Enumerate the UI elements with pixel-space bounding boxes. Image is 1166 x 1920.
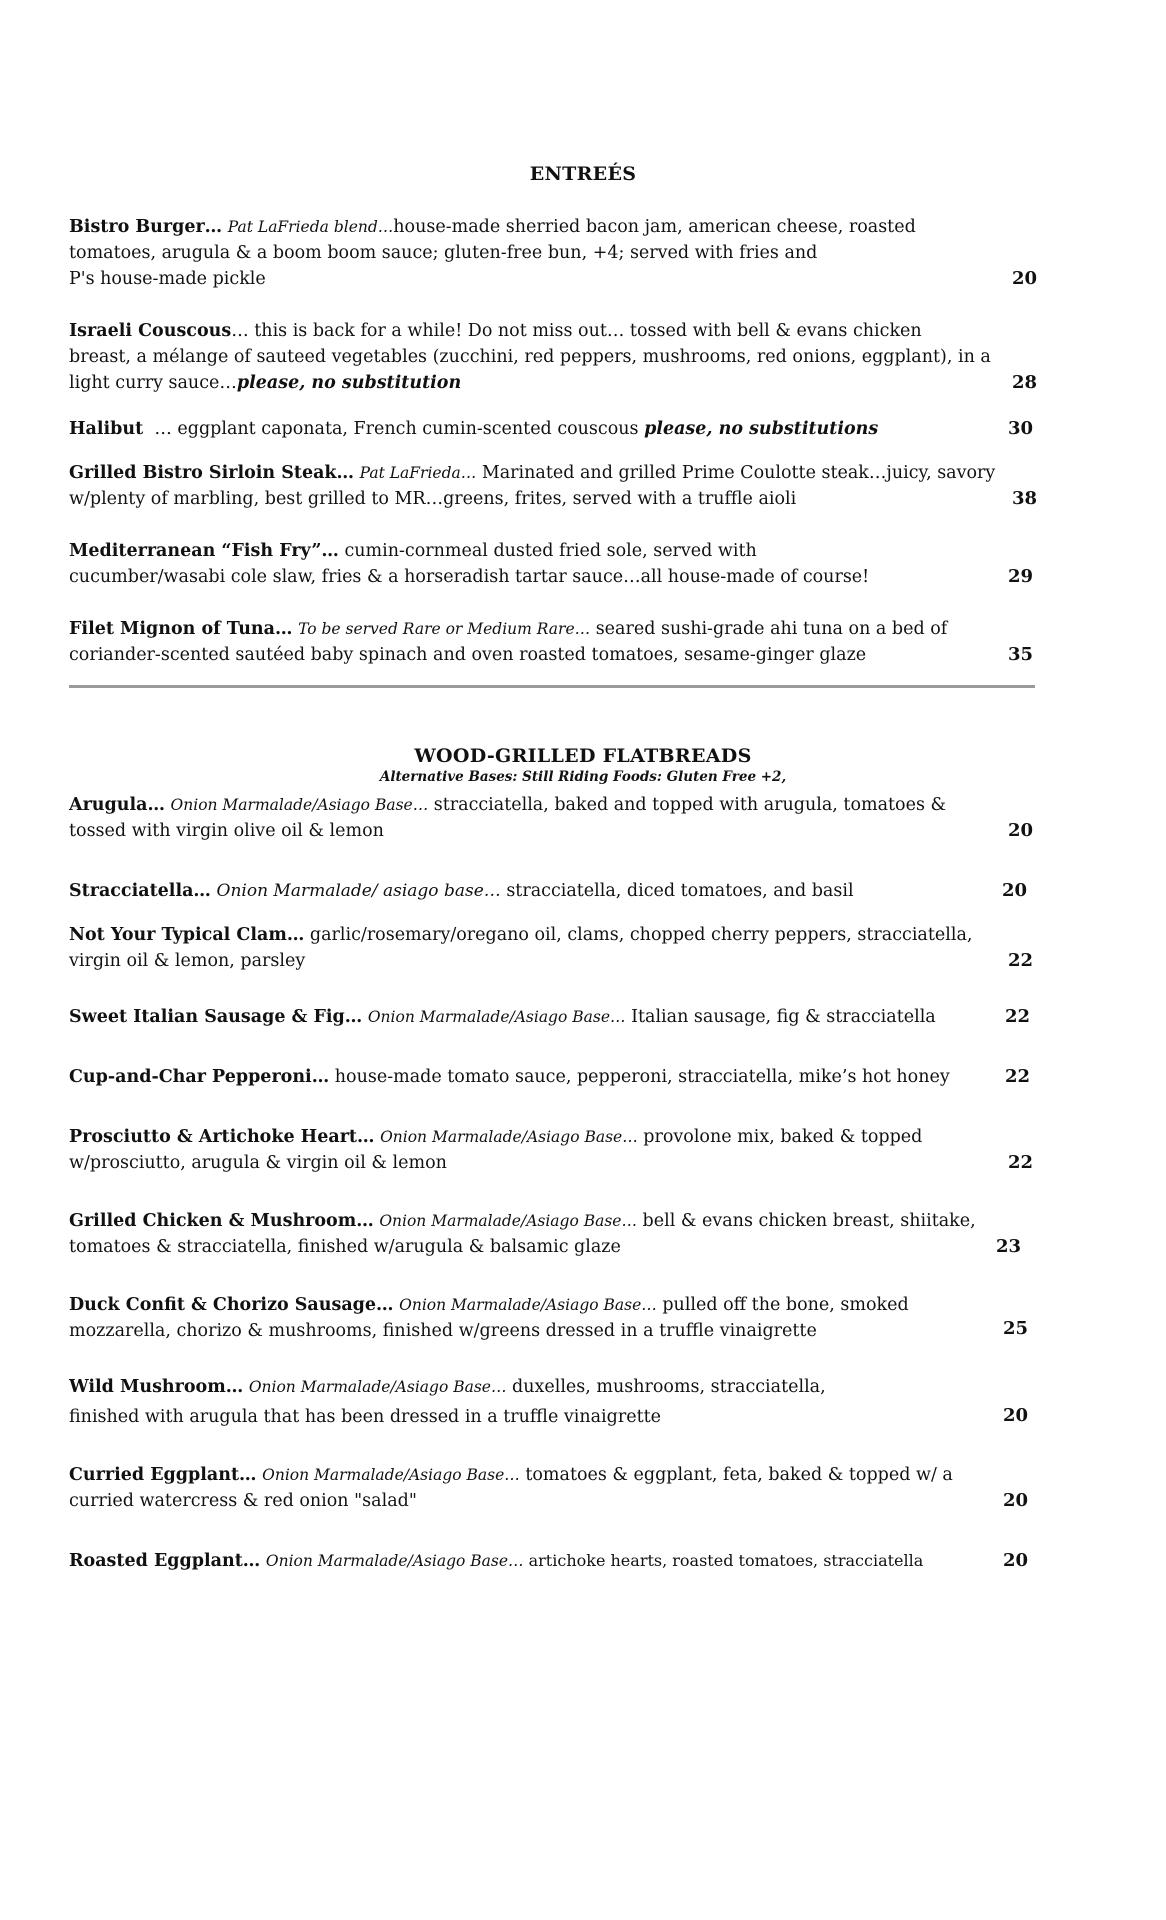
item-price: 22 bbox=[1005, 1066, 1031, 1087]
item-desc-line: … eggplant caponata, French cumin-scented couscous bbox=[143, 419, 645, 439]
item-base: Onion Marmalade/Asiago Base… bbox=[265, 1552, 524, 1570]
item-base: Onion Marmalade/Asiago Base… bbox=[262, 1466, 520, 1484]
item-price: 23 bbox=[996, 1236, 1022, 1257]
item-price: 22 bbox=[1008, 1152, 1034, 1173]
item-price: 20 bbox=[1008, 820, 1034, 841]
item-desc-line: tomatoes & eggplant, feta, baked & topped w/ a bbox=[519, 1465, 953, 1485]
item-desc-line: tomatoes, arugula & a boom boom sauce; gluten-free bun, +4; served with fries and bbox=[69, 243, 818, 263]
item-base: Pat LaFrieda… bbox=[359, 464, 477, 482]
item-desc-line: P's house-made pickle bbox=[69, 269, 266, 289]
menu-item-halibut bbox=[69, 416, 1035, 442]
item-price: 20 bbox=[1003, 1490, 1029, 1511]
item-desc-line: duxelles, mushrooms, stracciatella, bbox=[506, 1377, 826, 1397]
item-name: Sweet Italian Sausage & Fig… bbox=[69, 1007, 363, 1027]
item-desc-line: … this is back for a while! Do not miss out… tossed with bell & evans chicken bbox=[231, 321, 922, 341]
item-desc-line: stracciatella, diced tomatoes, and basil bbox=[500, 881, 854, 901]
item-base: Onion Marmalade/ asiago base… bbox=[216, 881, 501, 901]
item-desc-line: virgin oil & lemon, parsley bbox=[69, 951, 306, 971]
item-name: Israeli Couscous bbox=[69, 321, 232, 341]
item-price: 22 bbox=[1005, 1006, 1031, 1027]
menu-item-israeli-couscous bbox=[69, 318, 1038, 396]
item-desc-line: tomatoes & stracciatella, finished w/arugula & balsamic glaze bbox=[69, 1237, 621, 1257]
item-base: Onion Marmalade/Asiago Base… bbox=[380, 1128, 638, 1146]
item-desc-line: w/prosciutto, arugula & virgin oil & lemon bbox=[69, 1153, 447, 1173]
item-price: 38 bbox=[1012, 488, 1038, 509]
item-desc-line: seared sushi-grade ahi tuna on a bed of bbox=[590, 619, 948, 639]
item-desc-line: artichoke hearts, roasted tomatoes, stracciatella bbox=[523, 1551, 924, 1570]
item-desc-line: Italian sausage, fig & stracciatella bbox=[625, 1007, 936, 1027]
item-desc-line: provolone mix, baked & topped bbox=[637, 1127, 923, 1147]
item-desc-line: w/plenty of marbling, best grilled to MR…greens, frites, served with a truffle aioli bbox=[69, 489, 797, 509]
item-desc-line: stracciatella, baked and topped with arugula, tomatoes & bbox=[428, 795, 947, 815]
item-note: please, no substitutions bbox=[644, 419, 879, 439]
item-desc-line: light curry sauce… bbox=[69, 373, 237, 393]
menu-item-wild-mushroom bbox=[69, 1372, 1035, 1432]
item-name: Prosciutto & Artichoke Heart… bbox=[69, 1127, 375, 1147]
item-price: 28 bbox=[1012, 372, 1038, 393]
menu-item-roasted-eggplant bbox=[69, 1548, 1035, 1574]
item-base: To be served Rare or Medium Rare… bbox=[298, 620, 591, 638]
menu-item-prosciutto bbox=[69, 1124, 1035, 1176]
menu-item-arugula bbox=[69, 792, 1035, 844]
item-name: Stracciatella… bbox=[69, 881, 211, 901]
item-desc-line: pulled off the bone, smoked bbox=[656, 1295, 909, 1315]
item-desc-line: cucumber/wasabi cole slaw, fries & a horseradish tartar sauce…all house-made of course! bbox=[69, 567, 870, 587]
menu-item-sirloin-steak bbox=[69, 460, 1038, 512]
item-desc-line: house-made sherried bacon jam, american cheese, roasted bbox=[393, 217, 916, 237]
menu-item-clam bbox=[69, 922, 1035, 974]
item-desc-line: mozzarella, chorizo & mushrooms, finished w/greens dressed in a truffle vinaigrette bbox=[69, 1321, 817, 1341]
item-desc-line: house-made tomato sauce, pepperoni, stracciatella, mike’s hot honey bbox=[329, 1067, 950, 1087]
item-name: Mediterranean “Fish Fry”… bbox=[69, 541, 339, 561]
item-name: Wild Mushroom… bbox=[69, 1377, 244, 1397]
item-name: Arugula… bbox=[69, 795, 165, 815]
item-name: Halibut bbox=[69, 419, 144, 439]
item-price: 30 bbox=[1008, 418, 1034, 439]
item-price: 22 bbox=[1008, 950, 1034, 971]
section-divider bbox=[69, 685, 1035, 688]
item-base: Onion Marmalade/Asiago Base… bbox=[248, 1378, 507, 1396]
item-base: Onion Marmalade/Asiago Base… bbox=[399, 1296, 657, 1314]
item-desc-line: cumin-cornmeal dusted fried sole, served with bbox=[338, 541, 757, 561]
menu-item-pepperoni bbox=[69, 1064, 1035, 1090]
menu-item-duck-confit bbox=[69, 1292, 1035, 1344]
flatbreads-title: WOOD-GRILLED FLATBREADS bbox=[414, 745, 752, 767]
item-price: 20 bbox=[1002, 880, 1028, 901]
item-desc-line: Marinated and grilled Prime Coulotte steak…juicy, savory bbox=[476, 463, 996, 483]
item-name: Grilled Chicken & Mushroom… bbox=[69, 1211, 374, 1231]
item-price: 20 bbox=[1003, 1550, 1029, 1571]
item-price: 35 bbox=[1008, 644, 1034, 665]
item-desc-line: garlic/rosemary/oregano oil, clams, chopped cherry peppers, stracciatella, bbox=[304, 925, 973, 945]
menu-item-chicken-mushroom bbox=[69, 1208, 1035, 1260]
item-desc-line: tossed with virgin olive oil & lemon bbox=[69, 821, 384, 841]
item-base: Onion Marmalade/Asiago Base… bbox=[379, 1212, 637, 1230]
flatbreads-subtitle: Alternative Bases: Still Riding Foods: Gluten Free +2, bbox=[379, 769, 787, 785]
item-price: 25 bbox=[1003, 1318, 1029, 1339]
item-price: 29 bbox=[1008, 566, 1034, 587]
item-note: please, no substitution bbox=[236, 373, 462, 393]
item-name: Not Your Typical Clam… bbox=[69, 925, 305, 945]
item-name: Duck Confit & Chorizo Sausage… bbox=[69, 1295, 394, 1315]
menu-item-bistro-burger bbox=[69, 214, 1038, 292]
menu-item-sausage-fig bbox=[69, 1004, 1035, 1030]
item-desc-line: breast, a mélange of sauteed vegetables (zucchini, red peppers, mushrooms, red onions, eggplant), in a bbox=[69, 347, 991, 367]
menu-item-stracciatella bbox=[69, 878, 1035, 904]
item-base: Onion Marmalade/Asiago Base… bbox=[367, 1008, 626, 1026]
item-desc-line: bell & evans chicken breast, shiitake, bbox=[636, 1211, 976, 1231]
item-name: Grilled Bistro Sirloin Steak… bbox=[69, 463, 355, 483]
item-base: Pat LaFrieda blend… bbox=[227, 218, 394, 236]
item-desc-line: finished with arugula that has been dressed in a truffle vinaigrette bbox=[69, 1407, 662, 1427]
item-base: Onion Marmalade/Asiago Base… bbox=[170, 796, 429, 814]
item-price: 20 bbox=[1012, 268, 1038, 289]
menu-item-curried-eggplant bbox=[69, 1462, 1035, 1514]
item-name: Bistro Burger… bbox=[69, 217, 223, 237]
item-name: Roasted Eggplant… bbox=[69, 1551, 261, 1571]
item-name: Filet Mignon of Tuna… bbox=[69, 619, 293, 639]
menu-item-fish-fry bbox=[69, 538, 1035, 590]
menu-item-tuna bbox=[69, 616, 1035, 668]
item-desc-line: curried watercress & red onion "salad" bbox=[69, 1491, 417, 1511]
entrees-title: ENTREÉS bbox=[529, 163, 637, 185]
item-desc-line: coriander-scented sautéed baby spinach and oven roasted tomatoes, sesame-ginger glaze bbox=[69, 645, 867, 665]
item-price: 20 bbox=[1003, 1405, 1029, 1426]
item-name: Curried Eggplant… bbox=[69, 1465, 257, 1485]
item-name: Cup-and-Char Pepperoni… bbox=[69, 1067, 330, 1087]
